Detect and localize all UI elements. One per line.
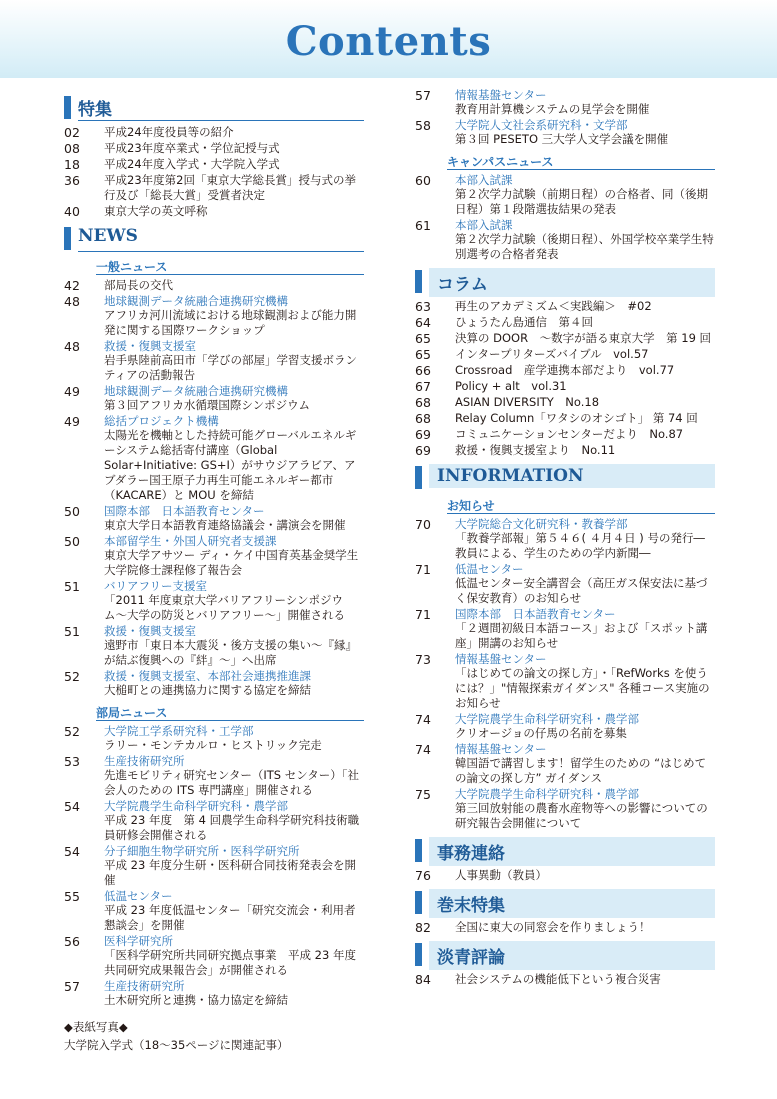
entry-body	[455, 379, 715, 394]
entry-department: 地球観測データ統融合連携研究機構	[104, 294, 288, 308]
entry-department: 本部入試課	[455, 173, 513, 187]
entry-body	[104, 173, 364, 203]
toc-entry[interactable]	[415, 347, 715, 362]
toc-entry[interactable]	[415, 315, 715, 330]
entry-title: 平成23年度第2回「東京大学総長賞」授与式の挙行及び「総長大賞」受賞者決定	[104, 173, 356, 202]
page-number: 08	[64, 141, 80, 156]
entry-department: 大学院農学生命科学研究科・農学部	[104, 799, 288, 813]
toc-entry[interactable]	[415, 972, 715, 987]
entry-body	[455, 218, 715, 262]
toc-entry[interactable]	[415, 363, 715, 378]
entry-body	[104, 579, 364, 623]
section-marker	[415, 270, 422, 293]
page-number: 63	[415, 299, 431, 314]
entry-title: 教育用計算機システムの見学会を開催	[455, 102, 650, 116]
entry-department: 大学院人文社会系研究科・文学部	[455, 118, 628, 132]
page-number: 84	[415, 972, 431, 987]
section-title: 淡青評論	[429, 941, 715, 970]
entry-department: 分子細胞生物学研究所・医科学研究所	[104, 844, 300, 858]
page-number: 61	[415, 218, 431, 233]
entry-title: 土木研究所と連携・協力協定を締結	[104, 993, 288, 1007]
entry-body	[455, 118, 715, 147]
entry-title: 東京大学アサツー ディ・ケイ中国育英基金奨学生 大学院修士課程修了報告会	[104, 548, 370, 577]
page-number: 73	[415, 652, 431, 667]
entry-body	[104, 278, 364, 293]
page-number: 69	[415, 427, 431, 442]
entry-title: 岩手県陸前高田市「学びの部屋」学習支援ボランティアの活動報告	[104, 353, 357, 382]
toc-entry[interactable]	[415, 379, 715, 394]
entry-department: 本部留学生・外国人研究者支援課	[104, 534, 277, 548]
entry-title: 「はじめての論文の探し方」・「RefWorks を使うには？」"情報探索ガイダンス" 各種コース実施のお知らせ	[455, 666, 710, 710]
entry-body	[104, 125, 364, 140]
entry-body	[104, 669, 364, 698]
entry-body	[455, 315, 715, 330]
entry-title: クリオージョの仔馬の名前を募集	[455, 726, 627, 740]
page-number: 74	[415, 712, 431, 727]
entry-title: 先進モビリティ研究センター（ITS センター）「社会人のための ITS 専門講座」開催される	[104, 768, 360, 797]
entry-body	[455, 517, 715, 561]
section-marker	[64, 96, 71, 119]
section-title: 事務連絡	[429, 837, 715, 866]
entry-body	[104, 204, 364, 219]
entry-department: 総括プロジェクト機構	[104, 414, 219, 428]
subsection-header	[447, 151, 715, 170]
entry-title: Policy + alt vol.31	[455, 379, 567, 393]
entry-title: 救援・復興支援室より No.11	[455, 443, 616, 457]
entry-department: 生産技術研究所	[104, 979, 185, 993]
section-header	[415, 941, 715, 968]
entry-department: バリアフリー支援室	[104, 579, 208, 593]
entry-title: 低温センター安全講習会（高圧ガス保安法に基づく保安教育）のお知らせ	[455, 576, 708, 605]
entry-title: 「教養学部報」第５４６( ４月４日 ) 号の発行―教員による、学生のための学内新聞―	[455, 531, 705, 560]
toc-entry[interactable]	[64, 414, 364, 503]
section-marker	[415, 891, 422, 914]
toc-entry[interactable]	[415, 331, 715, 346]
page-number: 52	[64, 724, 80, 739]
entry-title: 人事異動（教員）	[455, 868, 547, 882]
page-number: 71	[415, 562, 431, 577]
entry-body	[455, 88, 715, 117]
entry-body	[455, 562, 715, 606]
section-title: 特集	[78, 100, 112, 120]
entry-department: 国際本部 日本語教育センター	[455, 607, 616, 621]
page-number: 68	[415, 411, 431, 426]
entry-department: 情報基盤センター	[455, 742, 547, 756]
toc-entry[interactable]	[415, 88, 715, 117]
section-header	[64, 225, 364, 252]
page-number: 18	[64, 157, 80, 172]
entry-body	[104, 141, 364, 156]
page-number: 36	[64, 173, 80, 188]
subsection-header	[96, 256, 364, 275]
section-marker	[64, 227, 71, 250]
entry-title: 社会システムの機能低下という複合災害	[455, 972, 661, 986]
entry-department: 生産技術研究所	[104, 754, 185, 768]
entry-body	[104, 504, 364, 533]
cover-photo-note	[64, 1018, 464, 1054]
entry-body	[455, 299, 715, 314]
entry-body	[104, 979, 364, 1008]
toc-entry[interactable]	[415, 118, 715, 147]
entry-body	[104, 799, 364, 843]
section-title: INFORMATION	[429, 464, 715, 488]
entry-body	[455, 652, 715, 711]
page-number: 75	[415, 787, 431, 802]
entry-body	[455, 363, 715, 378]
entry-department: 低温センター	[455, 562, 524, 576]
toc-entry[interactable]	[64, 844, 364, 888]
page-number: 51	[64, 624, 80, 639]
page-number: 50	[64, 534, 80, 549]
entry-department: 救援・復興支援室、本部社会連携推進課	[104, 669, 311, 683]
entry-title: 第三回放射能の農畜水産物等への影響についての研究報告会開催について	[455, 801, 708, 830]
entry-title: ASIAN DIVERSITY No.18	[455, 395, 600, 409]
entry-body	[455, 395, 715, 410]
entry-title: 大槌町との連携協力に関する協定を締結	[104, 683, 311, 697]
page-number: 60	[415, 173, 431, 188]
entry-title: ラリー・モンテカルロ・ヒストリック完走	[104, 738, 322, 752]
page-number: 67	[415, 379, 431, 394]
toc-entry[interactable]	[64, 579, 364, 623]
entry-body	[104, 339, 364, 383]
entry-title: 平成 23 年度分生研・医科研合同技術発表会を開催	[104, 858, 356, 887]
page-title: Contents	[285, 18, 492, 65]
page-number: 50	[64, 504, 80, 519]
toc-entry[interactable]	[64, 173, 364, 203]
toc-entry[interactable]	[64, 141, 364, 156]
entry-title: 部局長の交代	[104, 278, 173, 292]
page-number: 49	[64, 414, 80, 429]
page-number: 64	[415, 315, 431, 330]
entry-title: 平成 23 年度低温センター「研究交流会・利用者懇談会」を開催	[104, 903, 356, 932]
toc-entry[interactable]	[415, 411, 715, 426]
section-marker	[415, 466, 422, 489]
section-header	[415, 837, 715, 864]
entry-body	[455, 787, 715, 831]
entry-title: 「2011 年度東京大学バリアフリーシンポジウム〜大学の防災とバリアフリー〜」開催される	[104, 593, 346, 622]
entry-department: 医科学研究所	[104, 934, 173, 948]
entry-title: Crossroad 産学連携本部だより vol.77	[455, 363, 675, 377]
toc-entry[interactable]	[64, 384, 364, 413]
toc-entry[interactable]	[64, 278, 364, 293]
entry-body	[104, 844, 364, 888]
entry-body	[104, 157, 364, 172]
page-number: 74	[415, 742, 431, 757]
entry-department: 情報基盤センター	[455, 652, 547, 666]
right-column	[415, 88, 715, 988]
entry-title: 決算の DOOR 〜数字が語る東京大学 第 19 回	[455, 331, 712, 345]
entry-body	[104, 384, 364, 413]
page-number: 53	[64, 754, 80, 769]
page-number: 49	[64, 384, 80, 399]
toc-entry[interactable]	[415, 218, 715, 262]
left-column	[64, 88, 370, 1009]
entry-title: 第２次学力試験（後期日程）、外国学校卒業学生特別選考の合格者発表	[455, 232, 714, 261]
section-header	[64, 94, 364, 121]
entry-title: 平成24年度入学式・大学院入学式	[104, 157, 280, 171]
entry-title: 全国に東大の同窓会を作りましょう！	[455, 920, 651, 934]
cover-photo-label: ◆表紙写真◆	[64, 1020, 128, 1034]
entry-department: 情報基盤センター	[455, 88, 547, 102]
entry-body	[104, 624, 364, 668]
entry-title: 第３回アフリカ水循環国際シンポジウム	[104, 398, 311, 412]
toc-entry[interactable]	[415, 920, 715, 935]
entry-department: 大学院工学系研究科・工学部	[104, 724, 254, 738]
entry-department: 地球観測データ統融合連携研究機構	[104, 384, 288, 398]
toc-entry[interactable]	[64, 125, 364, 140]
entry-title: 平成23年度卒業式・学位記授与式	[104, 141, 280, 155]
toc-entry[interactable]	[64, 204, 364, 219]
subsection-title: 部局ニュース	[96, 706, 168, 720]
page-number: 57	[415, 88, 431, 103]
toc-entry[interactable]	[415, 427, 715, 442]
toc-entry[interactable]	[64, 934, 364, 978]
entry-department: 大学院農学生命科学研究科・農学部	[455, 712, 639, 726]
page-number: 58	[415, 118, 431, 133]
toc-entry[interactable]	[415, 712, 715, 741]
subsection-title: お知らせ	[447, 499, 495, 513]
entry-title: ひょうたん島通信 第４回	[455, 315, 593, 329]
page-number: 57	[64, 979, 80, 994]
subsection-header	[96, 702, 364, 721]
toc-entry[interactable]	[64, 754, 364, 798]
page-number: 68	[415, 395, 431, 410]
toc-entry[interactable]	[64, 799, 364, 843]
toc-entry[interactable]	[64, 889, 364, 933]
page-number: 69	[415, 443, 431, 458]
section-header	[415, 268, 715, 295]
section-marker	[415, 839, 422, 862]
entry-department: 救援・復興支援室	[104, 339, 196, 353]
page-number: 76	[415, 868, 431, 883]
toc-entry[interactable]	[64, 724, 364, 753]
page-number: 48	[64, 339, 80, 354]
entry-body	[455, 173, 715, 217]
entry-department: 国際本部 日本語教育センター	[104, 504, 265, 518]
entry-title: 韓国語で講習します！留学生のための “はじめての論文の探し方” ガイダンス	[455, 756, 707, 785]
entry-department: 本部入試課	[455, 218, 513, 232]
entry-title: 第２次学力試験（前期日程）の合格者、同（後期日程）第１段階選抜結果の発表	[455, 187, 708, 216]
toc-entry[interactable]	[64, 624, 364, 668]
section-header	[415, 889, 715, 916]
entry-body	[104, 414, 364, 503]
page-number: 55	[64, 889, 80, 904]
entry-body	[455, 920, 715, 935]
entry-body	[455, 868, 715, 883]
entry-title: 第３回 PESETO 三大学人文学会議を開催	[455, 132, 669, 146]
entry-department: 大学院農学生命科学研究科・農学部	[455, 787, 639, 801]
entry-body	[455, 742, 715, 786]
section-marker	[415, 943, 422, 966]
toc-entry[interactable]	[415, 443, 715, 458]
toc-entry[interactable]	[64, 979, 364, 1008]
entry-body	[104, 889, 364, 933]
subsection-header	[447, 495, 715, 514]
page-number: 02	[64, 125, 80, 140]
entry-title: 「２週間初級日本語コース」および「スポット講座」開講のお知らせ	[455, 621, 708, 650]
entry-title: アフリカ河川流域における地球観測および能力開発に関する国際ワークショップ	[104, 308, 357, 337]
entry-department: 低温センター	[104, 889, 173, 903]
toc-entry[interactable]	[415, 562, 715, 606]
entry-title: 「医科学研究所共同研究拠点事業 平成 23 年度共同研究成果報告会」が開催される	[104, 948, 356, 977]
toc-entry[interactable]	[415, 395, 715, 410]
entry-body	[455, 347, 715, 362]
page-number: 65	[415, 347, 431, 362]
entry-title: 平成 23 年度 第 4 回農学生命科学研究科技術職員研修会開催される	[104, 813, 360, 842]
page-number: 70	[415, 517, 431, 532]
entry-title: インタープリターズバイブル vol.57	[455, 347, 649, 361]
cover-photo-text: 大学院入学式（18〜35ページに関連記事）	[64, 1038, 289, 1052]
page-number: 51	[64, 579, 80, 594]
entry-title: 再生のアカデミズム＜実践編＞ #02	[455, 299, 652, 313]
entry-title: Relay Column「ワタシのオシゴト」 第 74 回	[455, 411, 698, 425]
entry-title: 東京大学日本語教育連絡協議会・講演会を開催	[104, 518, 346, 532]
entry-title: 遠野市「東日本大震災・後方支援の集い〜『縁』が結ぶ復興への『絆』〜」へ出席	[104, 638, 357, 667]
section-rule	[78, 120, 364, 121]
page-number: 56	[64, 934, 80, 949]
page-number: 40	[64, 204, 80, 219]
page-number: 54	[64, 844, 80, 859]
entry-body	[104, 294, 364, 338]
page-number: 48	[64, 294, 80, 309]
page-number: 52	[64, 669, 80, 684]
toc-entry[interactable]	[64, 339, 364, 383]
toc-entry[interactable]	[415, 173, 715, 217]
subsection-title: 一般ニュース	[96, 260, 168, 274]
section-title: コラム	[429, 268, 715, 297]
entry-title: 太陽光を機軸とした持続可能グローバルエネルギーシステム総括寄付講座（Global Solar+Initiative: GS+I）がサウジアラビア、アブダラー国王原子力再生可能エネルギー都市（KACARE）と MOU を締結	[104, 428, 357, 502]
entry-title: 平成24年度役員等の紹介	[104, 125, 234, 139]
page-number: 42	[64, 278, 80, 293]
section-title: 巻末特集	[429, 889, 715, 918]
entry-department: 大学院総合文化研究科・教養学部	[455, 517, 628, 531]
entry-title: 東京大学の英文呼称	[104, 204, 208, 218]
entry-body	[455, 972, 715, 987]
toc-entry[interactable]	[64, 294, 364, 338]
section-title: NEWS	[78, 226, 138, 246]
page-number: 66	[415, 363, 431, 378]
page-number: 65	[415, 331, 431, 346]
toc-entry[interactable]	[64, 157, 364, 172]
entry-body	[455, 427, 715, 442]
page-number: 82	[415, 920, 431, 935]
toc-entry[interactable]	[415, 652, 715, 711]
toc-entry[interactable]	[415, 787, 715, 831]
subsection-title: キャンパスニュース	[447, 155, 554, 169]
entry-title: コミュニケーションセンターだより No.87	[455, 427, 684, 441]
toc-entry[interactable]	[64, 504, 364, 533]
toc-entry[interactable]	[415, 742, 715, 786]
section-rule	[78, 251, 364, 252]
toc-entry[interactable]	[64, 669, 364, 698]
section-header	[415, 464, 715, 491]
page-number: 71	[415, 607, 431, 622]
toc-entry[interactable]	[415, 868, 715, 883]
toc-entry[interactable]	[64, 534, 370, 578]
entry-body	[455, 411, 715, 426]
toc-entry[interactable]	[415, 517, 715, 561]
entry-body	[455, 712, 715, 741]
toc-entry[interactable]	[415, 607, 715, 651]
entry-body	[455, 443, 715, 458]
page-number: 54	[64, 799, 80, 814]
entry-body	[455, 607, 715, 651]
entry-body	[104, 534, 370, 578]
entry-department: 救援・復興支援室	[104, 624, 196, 638]
entry-body	[104, 724, 364, 753]
entry-body	[104, 754, 364, 798]
entry-body	[104, 934, 364, 978]
toc-entry[interactable]	[415, 299, 715, 314]
entry-body	[455, 331, 715, 346]
contents-banner	[0, 0, 777, 78]
